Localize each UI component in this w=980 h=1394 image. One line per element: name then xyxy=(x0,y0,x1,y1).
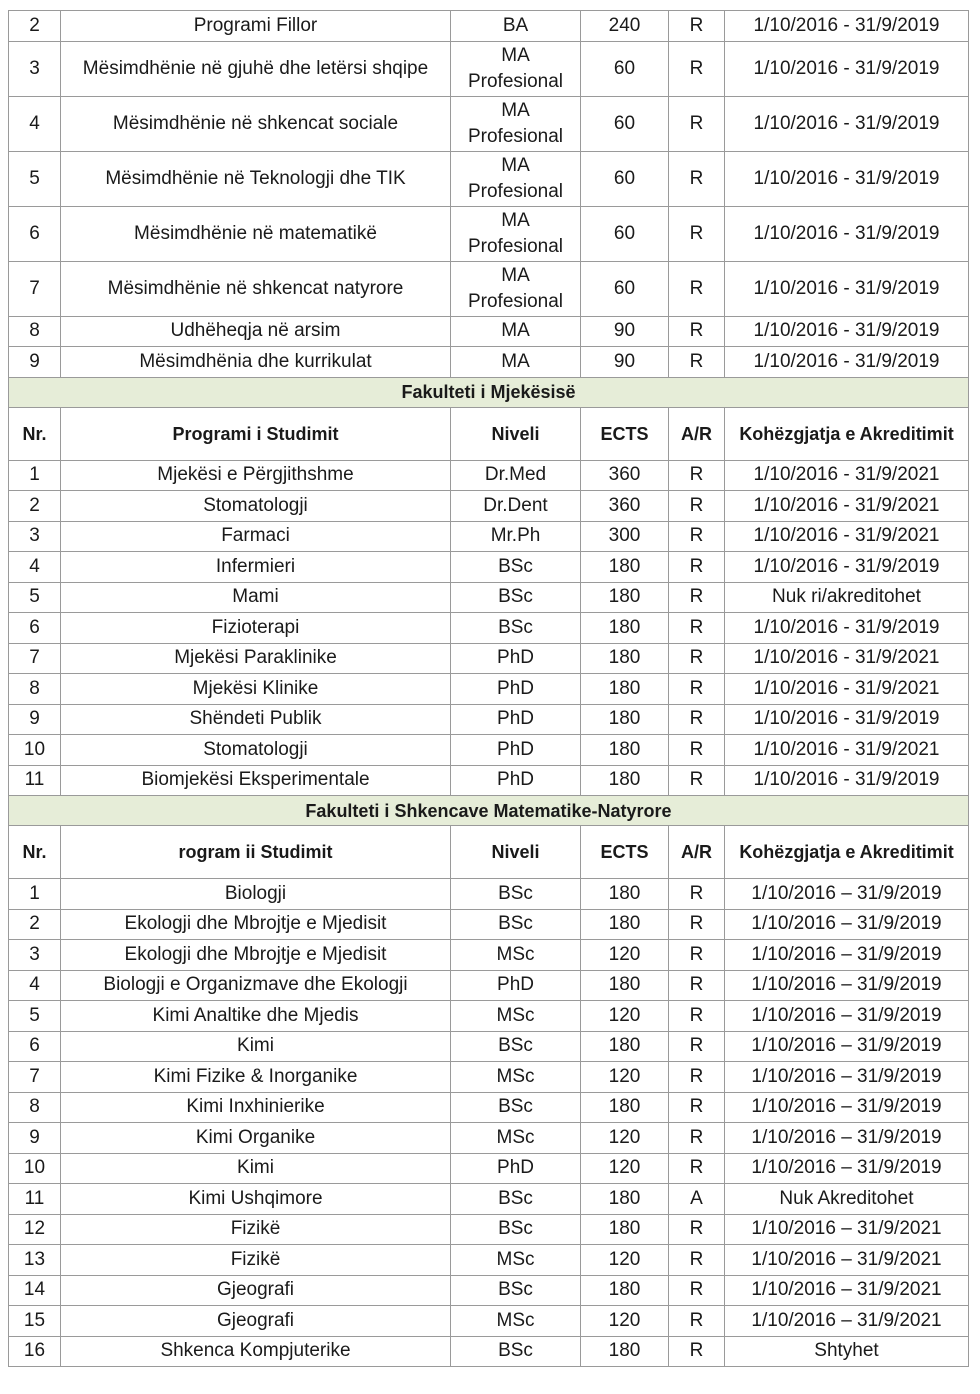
table-row xyxy=(9,1092,969,1123)
level-cell: MSc xyxy=(451,1001,581,1032)
ar-status-cell: R xyxy=(669,940,725,971)
program-name-cell: Biomjekësi Eksperimentale xyxy=(61,765,451,796)
table-row xyxy=(9,11,969,42)
accreditation-period-cell: 1/10/2016 – 31/9/2019 xyxy=(725,1031,969,1062)
accreditation-period-cell: 1/10/2016 – 31/9/2019 xyxy=(725,1092,969,1123)
table-row xyxy=(9,704,969,735)
header-program: Programi i Studimit xyxy=(61,407,451,460)
row-number-cell: 6 xyxy=(9,613,61,644)
level-cell: PhD xyxy=(451,704,581,735)
ar-status-cell: R xyxy=(669,1092,725,1123)
program-name-cell: Biologji e Organizmave dhe Ekologji xyxy=(61,970,451,1001)
ar-status-cell: R xyxy=(669,1062,725,1093)
ects-cell: 180 xyxy=(581,909,669,940)
row-number-cell: 10 xyxy=(9,735,61,766)
accreditation-period-cell: 1/10/2016 – 31/9/2019 xyxy=(725,879,969,910)
ects-cell: 180 xyxy=(581,613,669,644)
header-accreditation-period: Kohëzgjatja e Akreditimit xyxy=(725,407,969,460)
table-row xyxy=(9,1275,969,1306)
program-name-cell: Infermieri xyxy=(61,552,451,583)
row-number-cell: 13 xyxy=(9,1245,61,1276)
row-number-cell: 1 xyxy=(9,460,61,491)
ar-status-cell: R xyxy=(669,96,725,151)
table-row xyxy=(9,1123,969,1154)
row-number-cell: 10 xyxy=(9,1153,61,1184)
ar-status-cell: R xyxy=(669,460,725,491)
level-cell: MA xyxy=(451,316,581,347)
program-name-cell: Fizikë xyxy=(61,1245,451,1276)
ects-cell: 180 xyxy=(581,765,669,796)
faculty-title: Fakulteti i Shkencave Matematike-Natyrore xyxy=(9,796,969,826)
program-name-cell: Kimi xyxy=(61,1153,451,1184)
accreditation-period-cell: 1/10/2016 – 31/9/2019 xyxy=(725,909,969,940)
accreditation-period-cell: Nuk Akreditohet xyxy=(725,1184,969,1215)
ects-cell: 180 xyxy=(581,1092,669,1123)
column-header-row xyxy=(9,826,969,879)
program-name-cell: Kimi Analtike dhe Mjedis xyxy=(61,1001,451,1032)
accreditation-period-cell: 1/10/2016 - 31/9/2019 xyxy=(725,261,969,316)
table-row xyxy=(9,879,969,910)
row-number-cell: 7 xyxy=(9,643,61,674)
level-cell: PhD xyxy=(451,735,581,766)
ar-status-cell: R xyxy=(669,1123,725,1154)
header-ar: A/R xyxy=(669,826,725,879)
table-row xyxy=(9,206,969,261)
level-cell: Dr.Med xyxy=(451,460,581,491)
level-cell: MSc xyxy=(451,940,581,971)
ar-status-cell: R xyxy=(669,11,725,42)
accreditation-period-cell: 1/10/2016 – 31/9/2021 xyxy=(725,1275,969,1306)
ar-status-cell: R xyxy=(669,735,725,766)
accreditation-period-cell: 1/10/2016 – 31/9/2019 xyxy=(725,940,969,971)
accreditation-period-cell: 1/10/2016 – 31/9/2019 xyxy=(725,1062,969,1093)
ar-status-cell: R xyxy=(669,1001,725,1032)
header-ects: ECTS xyxy=(581,407,669,460)
ar-status-cell: R xyxy=(669,1245,725,1276)
program-name-cell: Fizikë xyxy=(61,1214,451,1245)
ects-cell: 120 xyxy=(581,1062,669,1093)
program-name-cell: Shkenca Kompjuterike xyxy=(61,1336,451,1367)
accreditation-period-cell: 1/10/2016 – 31/9/2019 xyxy=(725,970,969,1001)
row-number-cell: 2 xyxy=(9,909,61,940)
ects-cell: 180 xyxy=(581,1184,669,1215)
table-row xyxy=(9,765,969,796)
accreditation-period-cell: 1/10/2016 - 31/9/2021 xyxy=(725,674,969,705)
ar-status-cell: R xyxy=(669,261,725,316)
table-row xyxy=(9,41,969,96)
table-row xyxy=(9,970,969,1001)
ar-status-cell: R xyxy=(669,1275,725,1306)
level-cell: MA Profesional xyxy=(451,261,581,316)
faculty-title-row xyxy=(9,796,969,826)
accreditation-period-cell: 1/10/2016 – 31/9/2019 xyxy=(725,1153,969,1184)
ects-cell: 180 xyxy=(581,735,669,766)
accreditation-period-cell: 1/10/2016 – 31/9/2019 xyxy=(725,1123,969,1154)
ects-cell: 120 xyxy=(581,1123,669,1154)
header-ects: ECTS xyxy=(581,826,669,879)
ar-status-cell: R xyxy=(669,674,725,705)
level-cell: BSc xyxy=(451,582,581,613)
accreditation-period-cell: 1/10/2016 - 31/9/2019 xyxy=(725,552,969,583)
accreditation-period-cell: 1/10/2016 - 31/9/2021 xyxy=(725,643,969,674)
row-number-cell: 5 xyxy=(9,582,61,613)
table-row xyxy=(9,940,969,971)
row-number-cell: 7 xyxy=(9,261,61,316)
table-row xyxy=(9,643,969,674)
ar-status-cell: R xyxy=(669,491,725,522)
table-row xyxy=(9,1184,969,1215)
table-row xyxy=(9,1031,969,1062)
table-row xyxy=(9,491,969,522)
accreditation-period-cell: 1/10/2016 - 31/9/2019 xyxy=(725,347,969,378)
ar-status-cell: R xyxy=(669,643,725,674)
row-number-cell: 4 xyxy=(9,552,61,583)
accreditation-period-cell: 1/10/2016 - 31/9/2021 xyxy=(725,735,969,766)
program-name-cell: Mësimdhënia dhe kurrikulat xyxy=(61,347,451,378)
accreditation-period-cell: Shtyhet xyxy=(725,1336,969,1367)
accreditation-period-cell: 1/10/2016 - 31/9/2021 xyxy=(725,521,969,552)
accreditation-period-cell: 1/10/2016 – 31/9/2019 xyxy=(725,1001,969,1032)
row-number-cell: 6 xyxy=(9,1031,61,1062)
ects-cell: 90 xyxy=(581,316,669,347)
program-name-cell: Mësimdhënie në gjuhë dhe letërsi shqipe xyxy=(61,41,451,96)
program-name-cell: Ekologji dhe Mbrojtje e Mjedisit xyxy=(61,909,451,940)
table-row xyxy=(9,909,969,940)
ects-cell: 60 xyxy=(581,261,669,316)
header-nr: Nr. xyxy=(9,407,61,460)
row-number-cell: 4 xyxy=(9,970,61,1001)
program-name-cell: Udhëheqja në arsim xyxy=(61,316,451,347)
ar-status-cell: R xyxy=(669,552,725,583)
program-name-cell: Kimi Ushqimore xyxy=(61,1184,451,1215)
program-name-cell: Gjeografi xyxy=(61,1306,451,1337)
program-name-cell: Programi Fillor xyxy=(61,11,451,42)
row-number-cell: 5 xyxy=(9,1001,61,1032)
program-name-cell: Kimi Inxhinierike xyxy=(61,1092,451,1123)
accreditation-period-cell: 1/10/2016 - 31/9/2019 xyxy=(725,11,969,42)
level-cell: BSc xyxy=(451,909,581,940)
level-cell: MA Profesional xyxy=(451,206,581,261)
level-cell: BSc xyxy=(451,879,581,910)
accreditation-period-cell: 1/10/2016 - 31/9/2021 xyxy=(725,460,969,491)
ects-cell: 180 xyxy=(581,879,669,910)
program-name-cell: Mësimdhënie në shkencat sociale xyxy=(61,96,451,151)
row-number-cell: 9 xyxy=(9,1123,61,1154)
row-number-cell: 9 xyxy=(9,347,61,378)
program-name-cell: Mësimdhënie në Teknologji dhe TIK xyxy=(61,151,451,206)
level-cell: BSc xyxy=(451,613,581,644)
column-header-row xyxy=(9,407,969,460)
level-cell: PhD xyxy=(451,970,581,1001)
accreditation-period-cell: 1/10/2016 - 31/9/2019 xyxy=(725,41,969,96)
accreditation-period-cell: Nuk ri/akreditohet xyxy=(725,582,969,613)
level-cell: MA Profesional xyxy=(451,96,581,151)
header-nr: Nr. xyxy=(9,826,61,879)
program-name-cell: Kimi Organike xyxy=(61,1123,451,1154)
ects-cell: 180 xyxy=(581,552,669,583)
level-cell: BSc xyxy=(451,1214,581,1245)
level-cell: PhD xyxy=(451,765,581,796)
row-number-cell: 16 xyxy=(9,1336,61,1367)
program-name-cell: Ekologji dhe Mbrojtje e Mjedisit xyxy=(61,940,451,971)
accreditation-period-cell: 1/10/2016 - 31/9/2019 xyxy=(725,704,969,735)
ar-status-cell: R xyxy=(669,613,725,644)
level-cell: MSc xyxy=(451,1245,581,1276)
level-cell: BA xyxy=(451,11,581,42)
row-number-cell: 8 xyxy=(9,674,61,705)
program-name-cell: Farmaci xyxy=(61,521,451,552)
row-number-cell: 3 xyxy=(9,521,61,552)
ects-cell: 180 xyxy=(581,1336,669,1367)
ar-status-cell: R xyxy=(669,1214,725,1245)
ar-status-cell: R xyxy=(669,151,725,206)
level-cell: BSc xyxy=(451,1031,581,1062)
table-row xyxy=(9,1214,969,1245)
accreditation-table-body xyxy=(9,11,969,1367)
accreditation-period-cell: 1/10/2016 - 31/9/2019 xyxy=(725,613,969,644)
program-name-cell: Mjekësi Klinike xyxy=(61,674,451,705)
ects-cell: 120 xyxy=(581,1306,669,1337)
ects-cell: 180 xyxy=(581,674,669,705)
row-number-cell: 15 xyxy=(9,1306,61,1337)
program-name-cell: Gjeografi xyxy=(61,1275,451,1306)
header-level: Niveli xyxy=(451,826,581,879)
accreditation-period-cell: 1/10/2016 – 31/9/2021 xyxy=(725,1306,969,1337)
faculty-title: Fakulteti i Mjekësisë xyxy=(9,377,969,407)
level-cell: MSc xyxy=(451,1306,581,1337)
ects-cell: 300 xyxy=(581,521,669,552)
row-number-cell: 3 xyxy=(9,41,61,96)
row-number-cell: 2 xyxy=(9,491,61,522)
ects-cell: 120 xyxy=(581,1001,669,1032)
level-cell: PhD xyxy=(451,643,581,674)
level-cell: BSc xyxy=(451,1184,581,1215)
program-name-cell: Mjekësi e Përgjithshme xyxy=(61,460,451,491)
table-row xyxy=(9,1336,969,1367)
ar-status-cell: R xyxy=(669,206,725,261)
accreditation-period-cell: 1/10/2016 - 31/9/2019 xyxy=(725,151,969,206)
table-row xyxy=(9,151,969,206)
level-cell: BSc xyxy=(451,552,581,583)
accreditation-period-cell: 1/10/2016 - 31/9/2019 xyxy=(725,316,969,347)
ects-cell: 180 xyxy=(581,970,669,1001)
header-level: Niveli xyxy=(451,407,581,460)
program-name-cell: Mjekësi Paraklinike xyxy=(61,643,451,674)
table-row xyxy=(9,96,969,151)
table-row xyxy=(9,261,969,316)
accreditation-document xyxy=(8,10,968,1367)
table-row xyxy=(9,582,969,613)
header-accreditation-period: Kohëzgjatja e Akreditimit xyxy=(725,826,969,879)
program-name-cell: Stomatologji xyxy=(61,735,451,766)
level-cell: PhD xyxy=(451,1153,581,1184)
header-program: rogram ii Studimit xyxy=(61,826,451,879)
level-cell: MSc xyxy=(451,1123,581,1154)
level-cell: MA xyxy=(451,347,581,378)
ar-status-cell: R xyxy=(669,909,725,940)
ects-cell: 120 xyxy=(581,940,669,971)
ects-cell: 120 xyxy=(581,1153,669,1184)
row-number-cell: 1 xyxy=(9,879,61,910)
ects-cell: 90 xyxy=(581,347,669,378)
ects-cell: 360 xyxy=(581,460,669,491)
ar-status-cell: R xyxy=(669,1306,725,1337)
ects-cell: 240 xyxy=(581,11,669,42)
row-number-cell: 14 xyxy=(9,1275,61,1306)
level-cell: BSc xyxy=(451,1275,581,1306)
accreditation-period-cell: 1/10/2016 – 31/9/2021 xyxy=(725,1245,969,1276)
program-name-cell: Mësimdhënie në matematikë xyxy=(61,206,451,261)
row-number-cell: 8 xyxy=(9,316,61,347)
ects-cell: 120 xyxy=(581,1245,669,1276)
ects-cell: 180 xyxy=(581,704,669,735)
row-number-cell: 2 xyxy=(9,11,61,42)
ar-status-cell: R xyxy=(669,1336,725,1367)
accreditation-period-cell: 1/10/2016 - 31/9/2019 xyxy=(725,206,969,261)
row-number-cell: 11 xyxy=(9,1184,61,1215)
ects-cell: 360 xyxy=(581,491,669,522)
header-ar: A/R xyxy=(669,407,725,460)
program-name-cell: Kimi xyxy=(61,1031,451,1062)
row-number-cell: 12 xyxy=(9,1214,61,1245)
level-cell: MSc xyxy=(451,1062,581,1093)
program-name-cell: Mami xyxy=(61,582,451,613)
row-number-cell: 3 xyxy=(9,940,61,971)
ects-cell: 60 xyxy=(581,151,669,206)
ar-status-cell: R xyxy=(669,41,725,96)
row-number-cell: 11 xyxy=(9,765,61,796)
table-row xyxy=(9,674,969,705)
accreditation-table xyxy=(8,10,969,1367)
table-row xyxy=(9,1245,969,1276)
ar-status-cell: R xyxy=(669,347,725,378)
row-number-cell: 9 xyxy=(9,704,61,735)
row-number-cell: 5 xyxy=(9,151,61,206)
program-name-cell: Biologji xyxy=(61,879,451,910)
table-row xyxy=(9,347,969,378)
row-number-cell: 7 xyxy=(9,1062,61,1093)
row-number-cell: 6 xyxy=(9,206,61,261)
ects-cell: 60 xyxy=(581,41,669,96)
ar-status-cell: R xyxy=(669,879,725,910)
program-name-cell: Mësimdhënie në shkencat natyrore xyxy=(61,261,451,316)
ar-status-cell: A xyxy=(669,1184,725,1215)
ar-status-cell: R xyxy=(669,1153,725,1184)
table-row xyxy=(9,460,969,491)
table-row xyxy=(9,1153,969,1184)
program-name-cell: Shëndeti Publik xyxy=(61,704,451,735)
accreditation-period-cell: 1/10/2016 - 31/9/2021 xyxy=(725,491,969,522)
faculty-title-row xyxy=(9,377,969,407)
table-row xyxy=(9,1062,969,1093)
row-number-cell: 8 xyxy=(9,1092,61,1123)
level-cell: MA Profesional xyxy=(451,151,581,206)
program-name-cell: Kimi Fizike & Inorganike xyxy=(61,1062,451,1093)
table-row xyxy=(9,1001,969,1032)
ects-cell: 60 xyxy=(581,96,669,151)
accreditation-period-cell: 1/10/2016 - 31/9/2019 xyxy=(725,765,969,796)
level-cell: PhD xyxy=(451,674,581,705)
level-cell: BSc xyxy=(451,1336,581,1367)
ects-cell: 180 xyxy=(581,643,669,674)
ects-cell: 180 xyxy=(581,1275,669,1306)
level-cell: MA Profesional xyxy=(451,41,581,96)
table-row xyxy=(9,552,969,583)
ects-cell: 180 xyxy=(581,1214,669,1245)
accreditation-period-cell: 1/10/2016 – 31/9/2021 xyxy=(725,1214,969,1245)
program-name-cell: Stomatologji xyxy=(61,491,451,522)
level-cell: Mr.Ph xyxy=(451,521,581,552)
table-row xyxy=(9,613,969,644)
ar-status-cell: R xyxy=(669,765,725,796)
table-row xyxy=(9,735,969,766)
table-row xyxy=(9,521,969,552)
ects-cell: 60 xyxy=(581,206,669,261)
level-cell: BSc xyxy=(451,1092,581,1123)
table-row xyxy=(9,316,969,347)
level-cell: Dr.Dent xyxy=(451,491,581,522)
table-row xyxy=(9,1306,969,1337)
ar-status-cell: R xyxy=(669,316,725,347)
ar-status-cell: R xyxy=(669,704,725,735)
ar-status-cell: R xyxy=(669,521,725,552)
ar-status-cell: R xyxy=(669,1031,725,1062)
ects-cell: 180 xyxy=(581,582,669,613)
ar-status-cell: R xyxy=(669,970,725,1001)
row-number-cell: 4 xyxy=(9,96,61,151)
ects-cell: 180 xyxy=(581,1031,669,1062)
ar-status-cell: R xyxy=(669,582,725,613)
program-name-cell: Fizioterapi xyxy=(61,613,451,644)
accreditation-period-cell: 1/10/2016 - 31/9/2019 xyxy=(725,96,969,151)
